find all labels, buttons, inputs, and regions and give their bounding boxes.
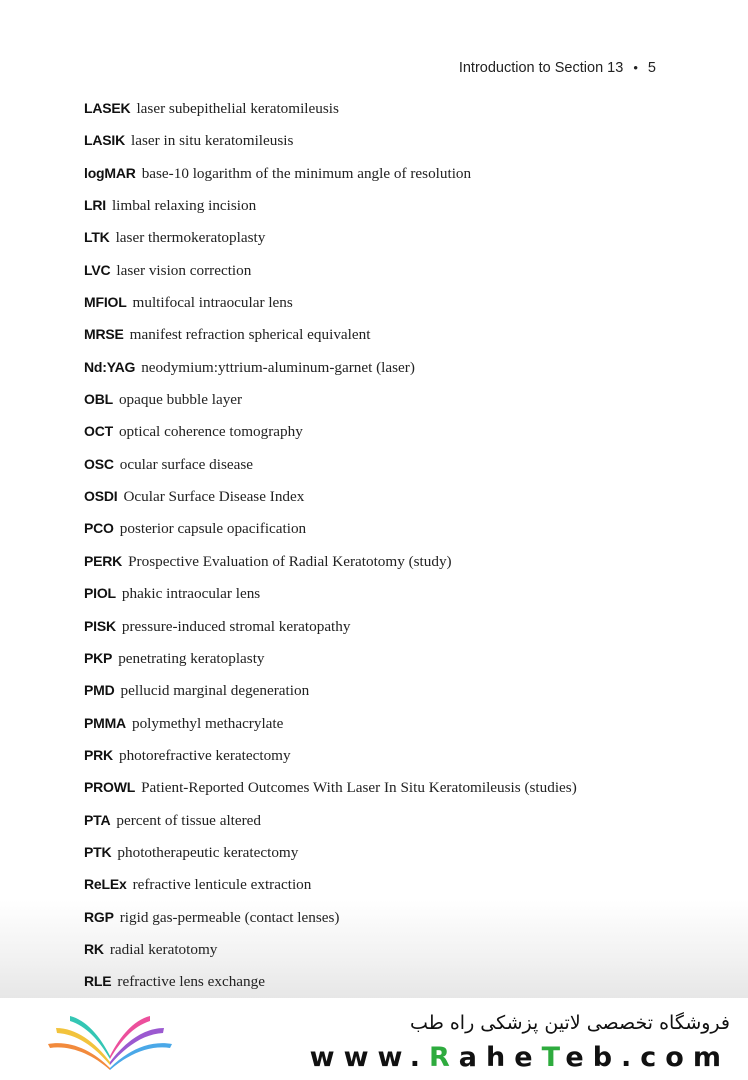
abbreviation-definition: optical coherence tomography — [118, 423, 303, 441]
abbreviation-definition: multifocal intraocular lens — [132, 294, 293, 312]
abbreviation-entry — [84, 906, 704, 938]
abbreviation-entry — [84, 356, 704, 388]
abbreviation-term: OBL — [84, 391, 113, 408]
abbreviation-term: RK — [84, 940, 104, 957]
abbreviation-term: LASEK — [84, 100, 131, 116]
abbreviation-definition: limbal relaxing incision — [111, 197, 257, 215]
abbreviation-term: MFIOL — [84, 294, 127, 311]
abbreviation-term: PTA — [84, 811, 111, 828]
abbreviation-definition: pressure-induced stromal keratopathy — [121, 617, 351, 635]
abbreviation-definition: laser vision correction — [116, 261, 252, 279]
open-book-logo-icon — [40, 1010, 180, 1076]
abbreviation-definition: ocular surface disease — [119, 455, 253, 473]
page-number: 5 — [647, 60, 656, 76]
running-head-separator: • — [633, 60, 638, 75]
abbreviation-entry — [84, 485, 704, 517]
abbreviation-term: Nd:YAG — [84, 358, 136, 375]
abbreviation-definition: laser in situ keratomileusis — [131, 132, 294, 150]
abbreviation-term: OSDI — [84, 488, 118, 505]
abbreviation-definition: penetrating keratoplasty — [118, 649, 265, 667]
abbreviation-entry — [84, 550, 704, 582]
abbreviation-definition: posterior capsule opacification — [119, 520, 307, 538]
url-prefix: www. — [309, 1042, 429, 1073]
abbreviation-entry — [84, 259, 704, 291]
watermark-footer — [0, 998, 748, 1080]
url-suffix: eb.com — [565, 1042, 730, 1073]
abbreviation-term: LVC — [84, 261, 111, 278]
abbreviation-term: PERK — [84, 552, 123, 569]
abbreviation-term: MRSE — [84, 326, 124, 343]
abbreviation-list — [84, 97, 704, 1003]
abbreviation-entry — [84, 97, 704, 129]
abbreviation-definition: phakic intraocular lens — [121, 585, 261, 603]
abbreviation-entry — [84, 162, 704, 194]
website-url — [310, 1042, 730, 1073]
abbreviation-term: PKP — [84, 649, 113, 666]
abbreviation-entry — [84, 323, 704, 355]
abbreviation-term: PRK — [84, 746, 113, 763]
abbreviation-entry — [84, 420, 704, 452]
abbreviation-definition: base-10 logarithm of the minimum angle of resolution — [141, 164, 472, 182]
abbreviation-definition: Prospective Evaluation of Radial Keratotomy (study) — [128, 552, 452, 570]
url-letter-t: T — [541, 1042, 566, 1073]
abbreviation-definition: radial keratotomy — [109, 940, 218, 958]
abbreviation-term: RLE — [84, 973, 112, 990]
abbreviation-entry — [84, 873, 704, 905]
running-head-title: Introduction to Section 13 — [458, 60, 624, 76]
abbreviation-term: PTK — [84, 843, 112, 860]
abbreviation-definition: laser thermokeratoplasty — [115, 229, 266, 247]
abbreviation-term: OCT — [84, 423, 113, 440]
abbreviation-definition: neodymium:yttrium-aluminum-garnet (laser) — [141, 358, 415, 376]
url-letter-r: R — [429, 1042, 459, 1073]
shop-name: فروشگاه تخصصی لاتین پزشکی راه طب — [410, 1012, 730, 1034]
abbreviation-term: PMMA — [84, 714, 126, 731]
abbreviation-definition: pellucid marginal degeneration — [120, 682, 310, 700]
abbreviation-entry — [84, 776, 704, 808]
abbreviation-entry — [84, 938, 704, 970]
abbreviation-definition: photorefractive keratectomy — [118, 746, 291, 764]
abbreviation-entry — [84, 712, 704, 744]
abbreviation-term: RGP — [84, 908, 114, 925]
abbreviation-term: OSC — [84, 455, 114, 472]
abbreviation-definition: manifest refraction spherical equivalent — [129, 326, 371, 344]
running-head — [459, 60, 656, 76]
abbreviation-term: PCO — [84, 520, 114, 537]
abbreviation-definition: Ocular Surface Disease Index — [123, 488, 305, 506]
abbreviation-entry — [84, 226, 704, 258]
abbreviation-definition: refractive lens exchange — [117, 973, 265, 991]
abbreviation-entry — [84, 129, 704, 161]
abbreviation-entry — [84, 453, 704, 485]
abbreviation-entry — [84, 388, 704, 420]
abbreviation-definition: laser subepithelial keratomileusis — [136, 100, 339, 117]
abbreviation-entry — [84, 615, 704, 647]
url-middle: ahe — [458, 1042, 542, 1073]
abbreviation-entry — [84, 841, 704, 873]
abbreviation-definition: polymethyl methacrylate — [131, 714, 284, 732]
abbreviation-entry — [84, 582, 704, 614]
abbreviation-term: PROWL — [84, 779, 136, 796]
abbreviation-definition: rigid gas-permeable (contact lenses) — [119, 908, 340, 926]
abbreviation-definition: opaque bubble layer — [118, 391, 243, 409]
abbreviation-entry — [84, 517, 704, 549]
abbreviation-term: LRI — [84, 197, 106, 214]
abbreviation-entry — [84, 647, 704, 679]
abbreviation-term: PISK — [84, 617, 116, 634]
abbreviation-entry — [84, 194, 704, 226]
abbreviation-term: logMAR — [84, 164, 136, 181]
abbreviation-term: PMD — [84, 682, 115, 699]
abbreviation-definition: refractive lenticule extraction — [132, 876, 312, 894]
abbreviation-term: ReLEx — [84, 876, 127, 893]
abbreviation-entry — [84, 291, 704, 323]
abbreviation-term: LTK — [84, 229, 110, 246]
abbreviation-term: PIOL — [84, 585, 116, 602]
abbreviation-entry — [84, 809, 704, 841]
abbreviation-entry — [84, 744, 704, 776]
abbreviation-term: LASIK — [84, 132, 126, 149]
abbreviation-entry — [84, 679, 704, 711]
abbreviation-definition: percent of tissue altered — [116, 811, 262, 829]
abbreviation-definition: phototherapeutic keratectomy — [117, 843, 299, 861]
abbreviation-definition: Patient-Reported Outcomes With Laser In Situ Keratomileusis (studies) — [141, 779, 577, 797]
